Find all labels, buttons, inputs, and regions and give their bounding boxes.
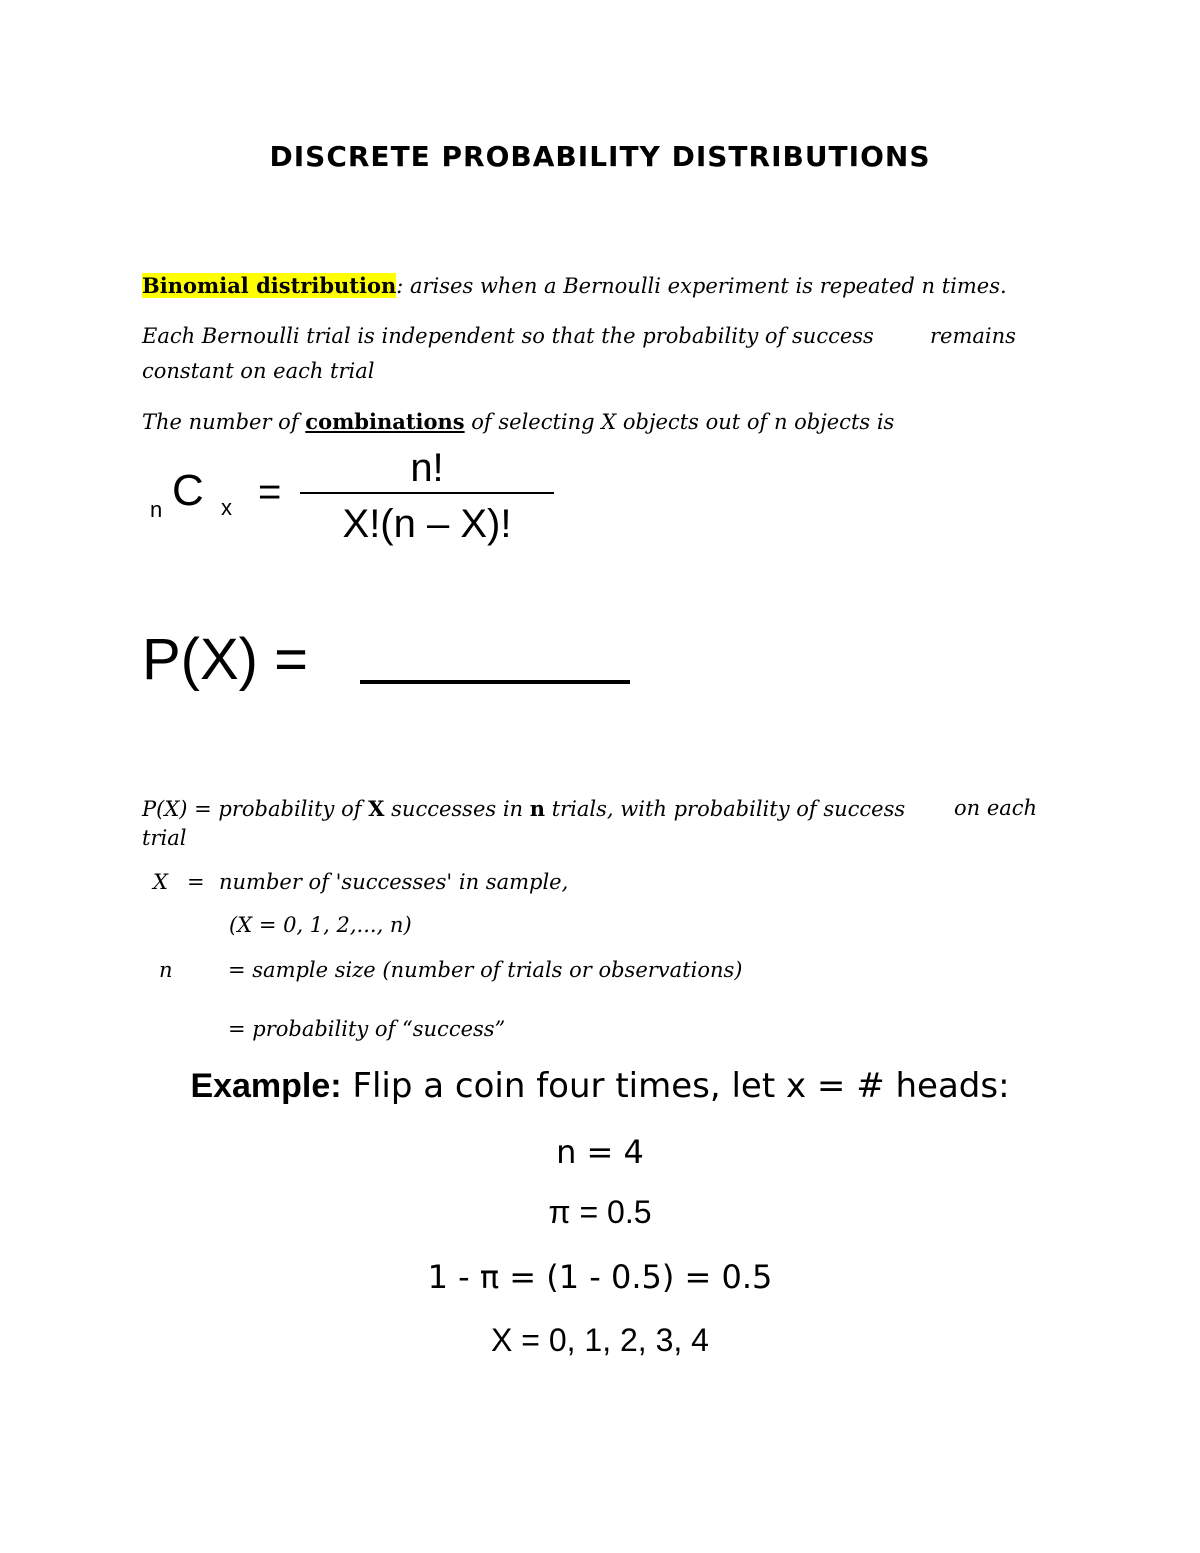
- example-label: Example:: [190, 1067, 342, 1105]
- page-title: DISCRETE PROBABILITY DISTRIBUTIONS: [269, 140, 931, 173]
- constant-line: constant on each trial: [142, 359, 375, 383]
- binomial-term: Binomial distribution: [142, 273, 397, 298]
- fraction-bar: [300, 492, 554, 494]
- formula-x-subscript: x: [221, 495, 232, 520]
- x-description: number of 'successes' in sample,: [219, 870, 569, 894]
- example-line: [0, 1066, 1200, 1106]
- px-def-c: successes in: [384, 797, 530, 821]
- n-symbol: n: [159, 958, 173, 982]
- px-label: P(X) =: [142, 627, 308, 692]
- example-x-values: X = 0, 1, 2, 3, 4: [491, 1322, 709, 1358]
- combinations-suffix: of selecting X objects out of n objects is: [464, 410, 895, 434]
- px-def-e: trials, with probability of success: [545, 797, 906, 821]
- combinations-line: [142, 409, 894, 434]
- px-def-a: P(X) = probability of: [142, 797, 369, 821]
- independence-text: Each Bernoulli trial is independent so that the probability of success: [142, 324, 874, 348]
- binomial-definition: : arises when a Bernoulli experiment is repeated n times.: [396, 274, 1007, 298]
- px-def-on-each: on each: [954, 796, 1038, 820]
- n-description: = sample size (number of trials or observations): [228, 958, 743, 982]
- px-blank-line: [360, 680, 630, 684]
- formula-denominator: X!(n – X)!: [342, 502, 512, 546]
- example-n: n = 4: [556, 1133, 644, 1171]
- px-def-n: n: [529, 796, 546, 821]
- pi-description: = probability of “success”: [228, 1017, 506, 1041]
- binomial-definition-line: [142, 273, 1007, 298]
- example-pi: π = 0.5: [548, 1194, 652, 1230]
- x-equals: =: [187, 870, 205, 894]
- formula-c: C: [172, 466, 204, 515]
- example-text: Flip a coin four times, let x = # heads:: [341, 1066, 1010, 1106]
- combinations-term: combinations: [305, 409, 465, 434]
- remains-word: remains: [930, 324, 1016, 348]
- formula-n-subscript: n: [150, 497, 163, 522]
- px-heading: [142, 626, 308, 693]
- combinations-prefix: The number of: [142, 410, 306, 434]
- x-symbol: X: [153, 870, 168, 894]
- independence-line: [142, 324, 874, 348]
- x-range: (X = 0, 1, 2,..., n): [229, 913, 412, 937]
- px-def-trial: trial: [142, 826, 187, 850]
- example-one-minus-pi: 1 - π = (1 - 0.5) = 0.5: [427, 1258, 773, 1296]
- formula-numerator: n!: [410, 446, 444, 490]
- px-definition-line: [142, 796, 905, 821]
- formula-equals: =: [258, 470, 282, 514]
- px-def-x: X: [368, 796, 385, 821]
